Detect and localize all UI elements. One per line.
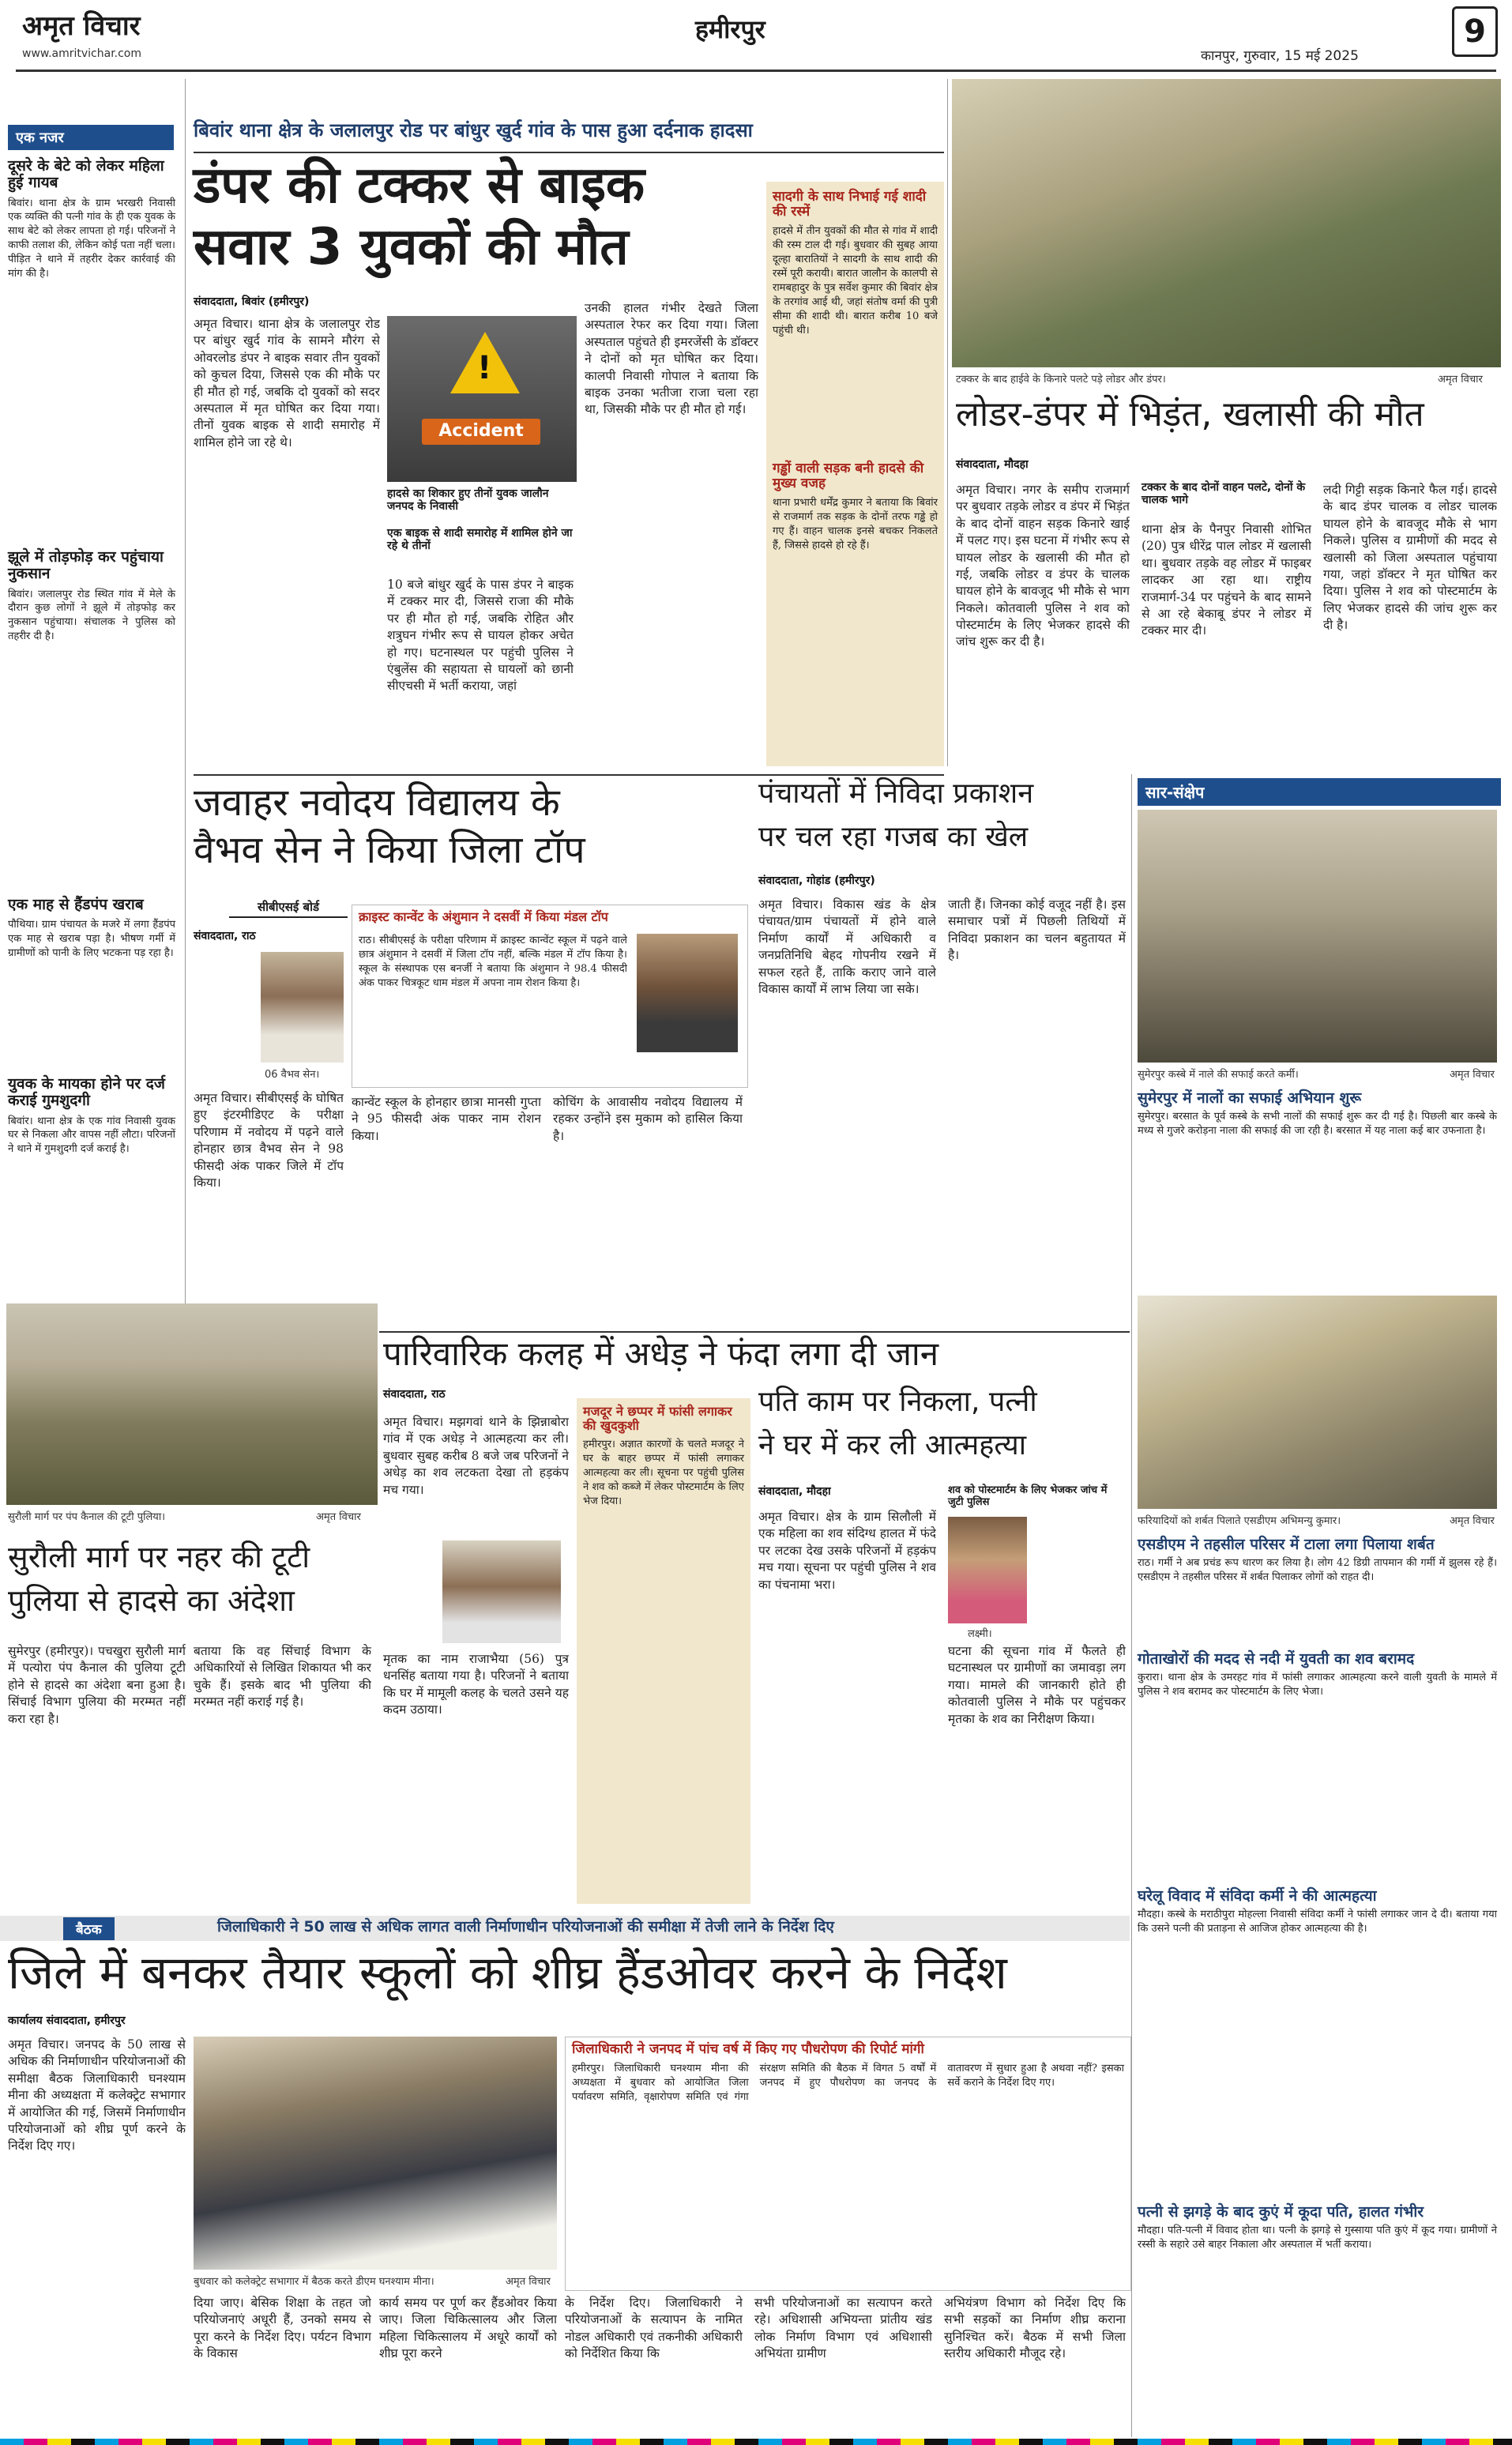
wife-headline-line-1: पति काम पर निकला, पत्नी	[758, 1386, 1037, 1418]
family-col-1: अमृत विचार। मझगवां थाने के झिन्नाबोरा गांव में एक अधेड़ ने आत्महत्या कर ली। बुधवार सुबह करीब 8 बजे जब परिजनों ने अधेड़ का शव लटकता देखा तो हड़कंप मच गया।	[383, 1415, 569, 1497]
baithak-col-1: अमृत विचार। जनपद के 50 लाख से अधिक की निर्माणाधीन परियोजनाओं की समीक्षा बैठक जिलाधिकारी घनश्याम मीना की अध्यक्षता में कलेक्ट्रेट सभागार में आयोजित की गई, जिसमें निर्माणाधीन परियोजनाओं को शीघ्र पूर्ण करने के निर्देश दिए गए।	[8, 2037, 186, 2153]
loader-col-3: लदी गिट्टी सड़क किनारे फैल गई। हादसे के बाद डंपर चालक व लोडर चालक घायल होने के बावजूद मौके से भाग निकले। पुलिस व ग्रामीणों की मदद से खलासी को जिला अस्पताल पहुंचाया गया, जहां डॉक्टर ने मृत घोषित कर दिया। पुलिस ने शव को पोस्टमार्टम के लिए भेजकर हादसे की जांच शुरू कर दी है।	[1323, 483, 1497, 632]
anshuman-photo	[637, 934, 738, 1052]
saar-item-4	[1138, 1888, 1497, 1936]
rule	[194, 774, 944, 776]
lead-headline-line-2: सवार 3 युवकों की मौत	[194, 218, 629, 276]
jnv-col-2: कान्वेंट स्कूल के होनहार छात्रा मानसी गुप्ता ने 95 फीसदी अंक पाकर नाम रोशन किया।	[352, 1095, 541, 1143]
bullet-text: एक बाइक से शादी समारोह में शामिल होने जा रहे थे तीनों	[387, 527, 573, 552]
jnv-tag: सीबीएसई बोर्ड	[229, 901, 348, 918]
sidebox-title: सादगी के साथ निभाई गई शादी की रस्में	[773, 189, 927, 220]
loader-col-1: अमृत विचार। नगर के समीप राजमार्ग पर बुधवार तड़के लोडर व डंपर में भिड़ंत के बाद दोनों वाहन सड़क किनारे खाई में पलट गए। इस घटना में गंभीर रूप से घायल लोडर के खलासी की मौत हो गई, जबकि लोडर व डंपर के चालक घायल होने के बावजूद भी मौके से भाग निकले। कोतवाली पुलिस ने शव को पोस्टमार्टम के लिए भेजकर हादसे की जांच शुरू कर दी है।	[956, 483, 1130, 649]
wife-col-1: अमृत विचार। क्षेत्र के ग्राम सिलौली में एक महिला का शव संदिग्ध हालत में फंदे पर लटका देख उसके परिजनों में हड़कंप मच गया। सूचना पर पहुंची पुलिस ने शव का पंचनामा भरा।	[758, 1510, 936, 1592]
lead-col-3: उनकी हालत गंभीर देखते जिला अस्पताल रेफर कर दिया गया। जिला अस्पताल पहुंचते ही इमरजेंसी के डॉक्टर ने दोनों को मृत घोषित कर दिया। कालपी निवासी गोपाल ने बताया कि बाइक उनका भतीजा राजा चला रहा था, जिसकी मौके पर ही मौत हो गई।	[585, 301, 758, 417]
site-url[interactable]: www.amritvichar.com	[22, 47, 142, 60]
lead-headline-line-1: डंपर की टक्कर से बाइक	[194, 156, 645, 215]
lead-byline: संवाददाता, बिवांर (हमीरपुर)	[194, 295, 310, 308]
surauli-headline-line-1: सुरौली मार्ग पर नहर की टूटी	[8, 1540, 310, 1574]
lead-bullet-2	[387, 528, 577, 552]
section-name: हमीरपुर	[695, 14, 765, 44]
bullet-text: हादसे का शिकार हुए तीनों युवक जालौन जनपद के निवासी	[387, 487, 549, 513]
saar-item-1	[1138, 1090, 1497, 1138]
news-text: बिवांर। थाना क्षेत्र के एक गांव निवासी युवक घर से निकला और वापस नहीं लौटा। परिजनों ने थाने में गुमशुदगी दर्ज कराई है।	[8, 1115, 175, 1156]
photo-caption: बुधवार को कलेक्ट्रेट सभागार में बैठक करते डीएम घनश्याम मीना।	[194, 2276, 434, 2288]
photo-caption: सुरौली मार्ग पर पंप कैनाल की टूटी पुलिया।	[8, 1511, 166, 1523]
item-title: एसडीएम ने तहसील परिसर में टाला लगा पिलाया शर्बत	[1138, 1536, 1435, 1553]
vaibhav-sen-photo	[261, 952, 344, 1063]
news-text: बिवांर। जलालपुर रोड स्थित गांव में मेले के दौरान कुछ लोगों ने झूले में तोड़फोड़ कर नुकसान पहुंचाया। संचालक ने पुलिस को तहरीर दी है।	[8, 588, 175, 643]
brand-logo: अमृत विचार	[22, 10, 141, 42]
wedding-sidebox	[766, 182, 944, 766]
item-title: पत्नी से झगड़े के बाद कुएं में कूदा पति, हालत गंभीर	[1138, 2203, 1424, 2221]
left-rail	[0, 79, 183, 1430]
news-text: पौथिया। ग्राम पंचायत के मजरे में लगा हैंडपंप एक माह से खराब पड़ा है। भीषण गर्मी में ग्रामीणों को पानी के लिए भटकना पड़ रहा है।	[8, 919, 175, 960]
family-headline: पारिवारिक कलह में अधेड़ ने फंदा लगा दी जान	[383, 1334, 939, 1373]
photo-caption: सुमेरपुर कस्बे में नाले की सफाई करते कर्मी।	[1138, 1069, 1299, 1081]
news-title: झूले में तोड़फोड़ कर पहुंचाया नुकसान	[8, 548, 164, 583]
jnv-headline-line-2: वैभव सेन ने किया जिला टॉप	[194, 828, 585, 872]
surauli-col-1: सुमेरपुर (हमीरपुर)। पचखुरा सुरौली मार्ग में पत्योरा पंप कैनाल की पुलिया टूटी होने से हादसे का अंदेशा बना हुआ है। सिंचाई विभाग पुलिया की मरम्मत नहीं करा रहा है।	[8, 1644, 186, 1726]
lead-bullet-1	[387, 488, 577, 513]
box-title: जिलाधिकारी ने जनपद में पांच वर्ष में किए गए पौधरोपण की रिपोर्ट मांगी	[572, 2041, 924, 2057]
left-rail-news-3	[8, 897, 175, 961]
lead-col-1: अमृत विचार। थाना क्षेत्र के जलालपुर रोड पर बांधुर खुर्द गांव के सामने मौरंग से ओवरलोड डंपर ने बाइक सवार तीन युवकों को कुचल दिया, जिससे एक की मौके पर ही मौत हो गई, जबकि दो युवकों को सदर अस्पताल में मृत घोषित कर दिया गया। तीनों युवक बाइक से शादी समारोह में शामिल होने जा रहे थे।	[194, 317, 380, 450]
lead-col-2: 10 बजे बांधुर खुर्द के पास डंपर ने बाइक में टक्कर मार दी, जिससे राजा की मौके पर ही मौत हो गई, जबकि रोहित और शत्रुघन गंभीर रूप से घायल होकर अचेत हो गए। घटनास्थल पर पहुंची पुलिस ने एंबुलेंस की सहायता से घायलों को छानी सीएचसी में भर्ती कराया, जहां	[387, 577, 574, 694]
baithak-kicker: जिलाधिकारी ने 50 लाख से अधिक लागत वाली निर्माणाधीन परियोजनाओं की समीक्षा में तेजी लाने के निर्देश दिए	[217, 1918, 834, 1935]
baithak-headline: जिले में बनकर तैयार स्कूलों को शीघ्र हैंडओवर करने के निर्देश	[8, 1946, 1007, 1999]
exclamation-icon: !	[477, 350, 492, 386]
baithak-col-3: कार्य समय पर पूर्ण कर हैंडओवर किया जाए। जिला चिकित्सालय और जिला महिला चिकित्सालय में अधूरे कार्यों को शीघ्र पूरा करने	[379, 2296, 557, 2361]
panchayat-byline: संवाददाता, गोहांड (हमीरपुर)	[758, 875, 875, 887]
news-title: एक माह से हैंडपंप खराब	[8, 896, 144, 913]
rule	[379, 1331, 1130, 1333]
item-title: गोताखोरों की मदद से नदी में युवती का शव बरामद	[1138, 1650, 1415, 1668]
jnv-byline: संवाददाता, राठ	[194, 930, 256, 942]
saar-item-2	[1138, 1537, 1497, 1585]
saar-item-3	[1138, 1651, 1497, 1699]
print-registration-bar	[0, 2439, 1512, 2445]
photo-caption: लक्ष्मी।	[968, 1628, 992, 1640]
baithak-col-5: सभी परियोजनाओं का सत्यापन करते रहे। अधिशासी अभियन्ता प्रांतीय खंड लोक निर्माण विभाग एवं अधिशासी अभियंता ग्रामीण	[754, 2296, 932, 2361]
item-text: राठ। गर्मी ने अब प्रचंड रूप धारण कर लिया है। लोग 42 डिग्री तापमान की गर्मी में झुलस रहे हैं। एसडीएम ने तहसील परिसर में शर्बत पिलाकर लोगों को राहत दी।	[1138, 1557, 1497, 1584]
loader-bullet	[1142, 482, 1311, 506]
photo-caption: 06 वैभव सेन।	[265, 1069, 320, 1081]
baithak-col-2: दिया जाए। बेसिक शिक्षा के तहत जो परियोजनाएं अधूरी हैं, उनको समय से पूरा करने के निर्देश दिए। पर्यटन विभाग के विकास	[194, 2296, 371, 2361]
sidebox-text: हमीरपुर। अज्ञात कारणों के चलते मजदूर ने घर के बाहर छप्पर में फांसी लगाकर आत्महत्या कर ली। सूचना पर पहुंची पुलिस ने शव को कब्जे में लेकर पोस्टमार्टम के लिए भेज दिया।	[583, 1438, 744, 1507]
surauli-culvert-photo	[6, 1303, 378, 1505]
panchayat-col-1: अमृत विचार। विकास खंड के क्षेत्र पंचायत/ग्राम पंचायतों में होने वाले निर्माण कार्यों में अधिकारी व जनप्रतिनिधि बेहद गोपनीय रखने में सफल रहते हैं, ताकि कराए जाने वाले विकास कार्यों में लाभ लिया जा सके।	[758, 897, 936, 996]
bullet-text: टक्कर के बाद दोनों वाहन पलटे, दोनों के चालक भागे	[1142, 481, 1306, 506]
lead-kicker: बिवांर थाना क्षेत्र के जलालपुर रोड पर बांधुर खुर्द गांव के पास हुआ दर्दनाक हादसा	[194, 119, 753, 141]
baithak-col-6: अभियंत्रण विभाग को निर्देश दिए कि सभी सड़कों का निर्माण शीघ्र कराना सुनिश्चित करें। बैठक में सभी जिला स्तरीय अधिकारी मौजूद रहे।	[944, 2296, 1126, 2361]
drain-cleaning-photo	[1138, 810, 1497, 1063]
baithak-strip	[0, 1916, 1130, 1941]
jnv-col-1-main: अमृत विचार। सीबीएसई के घोषित हुए इंटरमीडिएट के परीक्षा परिणाम में नवोदय में पढ़ने वाले होनहार छात्र वैभव सेन ने 98 फीसदी अंक पाकर जिले में टॉप किया।	[194, 1091, 344, 1190]
saar-item-5	[1138, 2204, 1497, 2252]
rule	[194, 152, 944, 153]
bullet-text: शव को पोस्टमार्टम के लिए भेजकर जांच में जुटी पुलिस	[948, 1484, 1108, 1508]
left-rail-news-2	[8, 549, 175, 644]
wife-col-2: घटना की सूचना गांव में फैलते ही घटनास्थल पर ग्रामीणों का जमावड़ा लग गया। मामले की जानकारी होते ही कोतवाली पुलिस ने मौके पर पहुंचकर मृतका के शव का निरीक्षण किया।	[948, 1644, 1126, 1726]
accident-label: Accident	[422, 419, 540, 445]
jnv-headline-line-1: जवाहर नवोदय विद्यालय के	[194, 781, 560, 825]
panchayat-headline-line-1: पंचायतों में निविदा प्रकाशन	[758, 777, 1034, 810]
baithak-col-4: के निर्देश दिए। जिलाधिकारी ने परियोजनाओं के सत्यापन के नामित नोडल अधिकारी एवं तकनीकी अधिकारी को निर्देशित किया कि	[565, 2296, 743, 2361]
page-number: 9	[1452, 6, 1498, 57]
majdoor-sidebox	[577, 1398, 750, 1904]
dm-meeting-photo	[194, 2037, 557, 2270]
news-title: युवक के मायका होने पर दर्ज कराई गुमशुदगी	[8, 1075, 165, 1110]
left-rail-news-4	[8, 1076, 175, 1157]
panchayat-col-2: जाती हैं। जिनका कोई वजूद नहीं है। इस समाचार पत्रों में पिछली तिथियों में निविदा प्रकाशन का चलन बहुतायत में है।	[948, 897, 1126, 963]
loader-headline: लोडर-डंपर में भिड़ंत, खलासी की मौत	[956, 394, 1424, 434]
item-text: मौदहा। कस्बे के मराठीपुरा मोहल्ला निवासी संविदा कर्मी ने फांसी लगाकर जान दे दी। बताया गया कि उसने पत्नी की प्रताड़ना से आजिज होकर आत्महत्या की है।	[1138, 1909, 1497, 1935]
column-divider	[947, 79, 948, 766]
photo-credit: अमृत विचार	[1438, 374, 1483, 386]
wife-byline: संवाददाता, मौदहा	[758, 1485, 831, 1498]
baithak-byline: कार्यालय संवाददाता, हमीरपुर	[8, 2014, 126, 2027]
item-title: सुमेरपुर में नालों का सफाई अभियान शुरू	[1138, 1089, 1362, 1107]
baithak-tag: बैठक	[63, 1917, 115, 1940]
sidebox-text: हादसे में तीन युवकों की मौत से गांव में शादी की रस्म टाल दी गई। बुधवार की सुबह आया दूल्हा बारातियों ने सादगी के साथ शादी की रस्में पूरी करायी। बारात जालौन के कालपी से रामबहादुर के पुत्र सर्वेश कुमार की बिवांर क्षेत्र के तरगांव आई थी, जहां संतोष वर्मा की पुत्री सीमा की शादी थी। बारात करीब 10 बजे पहुंची थी।	[773, 225, 938, 337]
box-text: राठ। सीबीएसई के परीक्षा परिणाम में क्राइस्ट कान्वेंट स्कूल में पढ़ने वाले छात्र अंशुमान ने दसवीं में जिला टॉप नहीं, बल्कि मंडल में टॉप किया है। स्कूल के संस्थापक एस बनर्जी ने बताया कि अंशुमान ने 98.4 फीसदी अंक पाकर चित्रकूट धाम मंडल में अपना नाम रोशन किया है।	[359, 935, 627, 989]
loader-byline: संवाददाता, मौदहा	[956, 458, 1029, 471]
item-text: सुमेरपुर। बरसात के पूर्व कस्बे के सभी नालों की सफाई शुरू कर दी गई है। पिछली बार कस्बे के मध्य से गुजरे करोड़ना नाला की सफाई की जा रही है। बरसात में यह नाला कई बार उफनाता है।	[1138, 1111, 1497, 1138]
sidebox-title-2: गड्ढों वाली सड़क बनी हादसे की मुख्य वजह	[773, 461, 924, 492]
column-divider	[1131, 774, 1132, 2437]
photo-caption: टक्कर के बाद हाईवे के किनारे पलटे पड़े लोडर और डंपर।	[956, 374, 1166, 386]
masthead-rule	[16, 70, 1496, 72]
panchayat-headline-line-2: पर चल रहा गजब का खेल	[758, 821, 1029, 853]
wife-bullet	[948, 1485, 1126, 1508]
wife-headline-line-2: ने घर में कर ली आत्महत्या	[758, 1429, 1027, 1461]
photo-credit: अमृत विचार	[506, 2276, 551, 2288]
item-text: मौदहा। पति-पत्नी में विवाद होता था। पत्नी के झगड़े से गुस्साया पति कुएं में कूद गया। ग्रामीणों ने रस्सी के सहारे उसे बाहर निकाला और अस्पताल में भर्ती कराया।	[1138, 2225, 1497, 2251]
news-text: बिवांर। थाना क्षेत्र के ग्राम भरखरी निवासी एक व्यक्ति की पत्नी गांव के ही एक युवक के साथ बेटे को लेकर लापता हो गई। परिजनों ने काफी तलाश की, लेकिन कोई पता नहीं चला। पीड़ित ने थाने में तहरीर देकर कार्रवाई की मांग की है।	[8, 197, 175, 280]
jnv-col-3: कोचिंग के आवासीय नवोदय विद्यालय में रहकर उन्होंने इस मुकाम को हासिल किया है।	[553, 1095, 743, 1143]
loader-dumper-photo	[952, 79, 1501, 367]
dateline: कानपुर, गुरुवार, 15 मई 2025	[1201, 48, 1359, 64]
christ-convent-box	[352, 905, 748, 1088]
family-col-2: मृतक का नाम राजाभैया (56) पुत्र धनसिंह बताया गया है। परिजनों ने बताया कि घर में मामूली कलह के चलते उसने यह कदम उठाया।	[383, 1652, 569, 1717]
photo-credit: अमृत विचार	[1450, 1515, 1495, 1527]
lakshmi-photo	[948, 1517, 1027, 1623]
left-rail-news-1	[8, 158, 175, 281]
photo-caption: फरियादियों को शर्बत पिलाते एसडीएम अभिमन्यु कुमार।	[1138, 1515, 1341, 1527]
item-text: कुरारा। थाना क्षेत्र के उमरहट गांव में फांसी लगाकर आत्महत्या करने वाली युवती के मामले में पुलिस ने शव बरामद कर पोस्टमार्टम के लिए भेजा।	[1138, 1672, 1497, 1698]
rajabhaiya-photo	[442, 1540, 561, 1643]
item-title: घरेलू विवाद में संविदा कर्मी ने की आत्महत्या	[1138, 1887, 1377, 1905]
box-text: हमीरपुर। जिलाधिकारी घनश्याम मीना की अध्यक्षता में बुधवार को आयोजित जिला पर्यावरण समिति, वृक्षारोपण समिति एवं गंगा संरक्षण समिति की बैठक में विगत 5 वर्षों में जनपद में हुए पौधरोपण का जनपद के वातावरण में सुधार हुआ है अथवा नहीं? इसका सर्वे कराने के निर्देश दिए गए।	[572, 2063, 1124, 2103]
photo-credit: अमृत विचार	[1450, 1069, 1495, 1081]
ek-nazar-tag: एक नजर	[8, 125, 174, 150]
sharbat-photo	[1138, 1296, 1497, 1509]
plantation-box	[565, 2037, 1131, 2291]
masthead	[0, 0, 1512, 73]
accident-graphic	[387, 316, 577, 482]
surauli-headline-line-2: पुलिया से हादसे का अंदेशा	[8, 1583, 295, 1618]
family-byline: संवाददाता, राठ	[383, 1388, 446, 1401]
box-title: क्राइस्ट कान्वेंट के अंशुमान ने दसवीं में किया मंडल टॉप	[359, 909, 608, 924]
loader-col-2: थाना क्षेत्र के पैनपुर निवासी शोभित (20) पुत्र धीरेंद्र पाल लोडर में खलासी था। बुधवार तड़के वह लोडर में फाइबर लादकर आ रहा था। राष्ट्रीय राजमार्ग-34 पर पहुंचने के बाद सामने से आ रहे बेकाबू डंपर ने लोडर में टक्कर मार दी।	[1142, 522, 1311, 638]
news-title: दूसरे के बेटे को लेकर महिला हुई गायब	[8, 157, 164, 192]
saar-sankshep-tag: सार-संक्षेप	[1138, 778, 1501, 806]
column-divider	[185, 79, 186, 1359]
photo-credit: अमृत विचार	[316, 1511, 361, 1523]
sidebox-text-2: थाना प्रभारी धर्मेंद्र कुमार ने बताया कि बिवांर से राजमार्ग तक सड़क के दोनों तरफ गड्ढे हो गए हैं। वाहन चालक इनसे बचकर निकलते हैं, जिससे हादसे हो रहे हैं।	[773, 497, 938, 551]
sidebox-title: मजदूर ने छप्पर में फांसी लगाकर की खुदकुशी	[583, 1404, 732, 1433]
surauli-col-2: बताया कि वह सिंचाई विभाग के अधिकारियों से लिखित शिकायत भी कर चुके हैं। इसके बाद भी पुलिया की मरम्मत नहीं कराई गई है।	[194, 1644, 371, 1710]
